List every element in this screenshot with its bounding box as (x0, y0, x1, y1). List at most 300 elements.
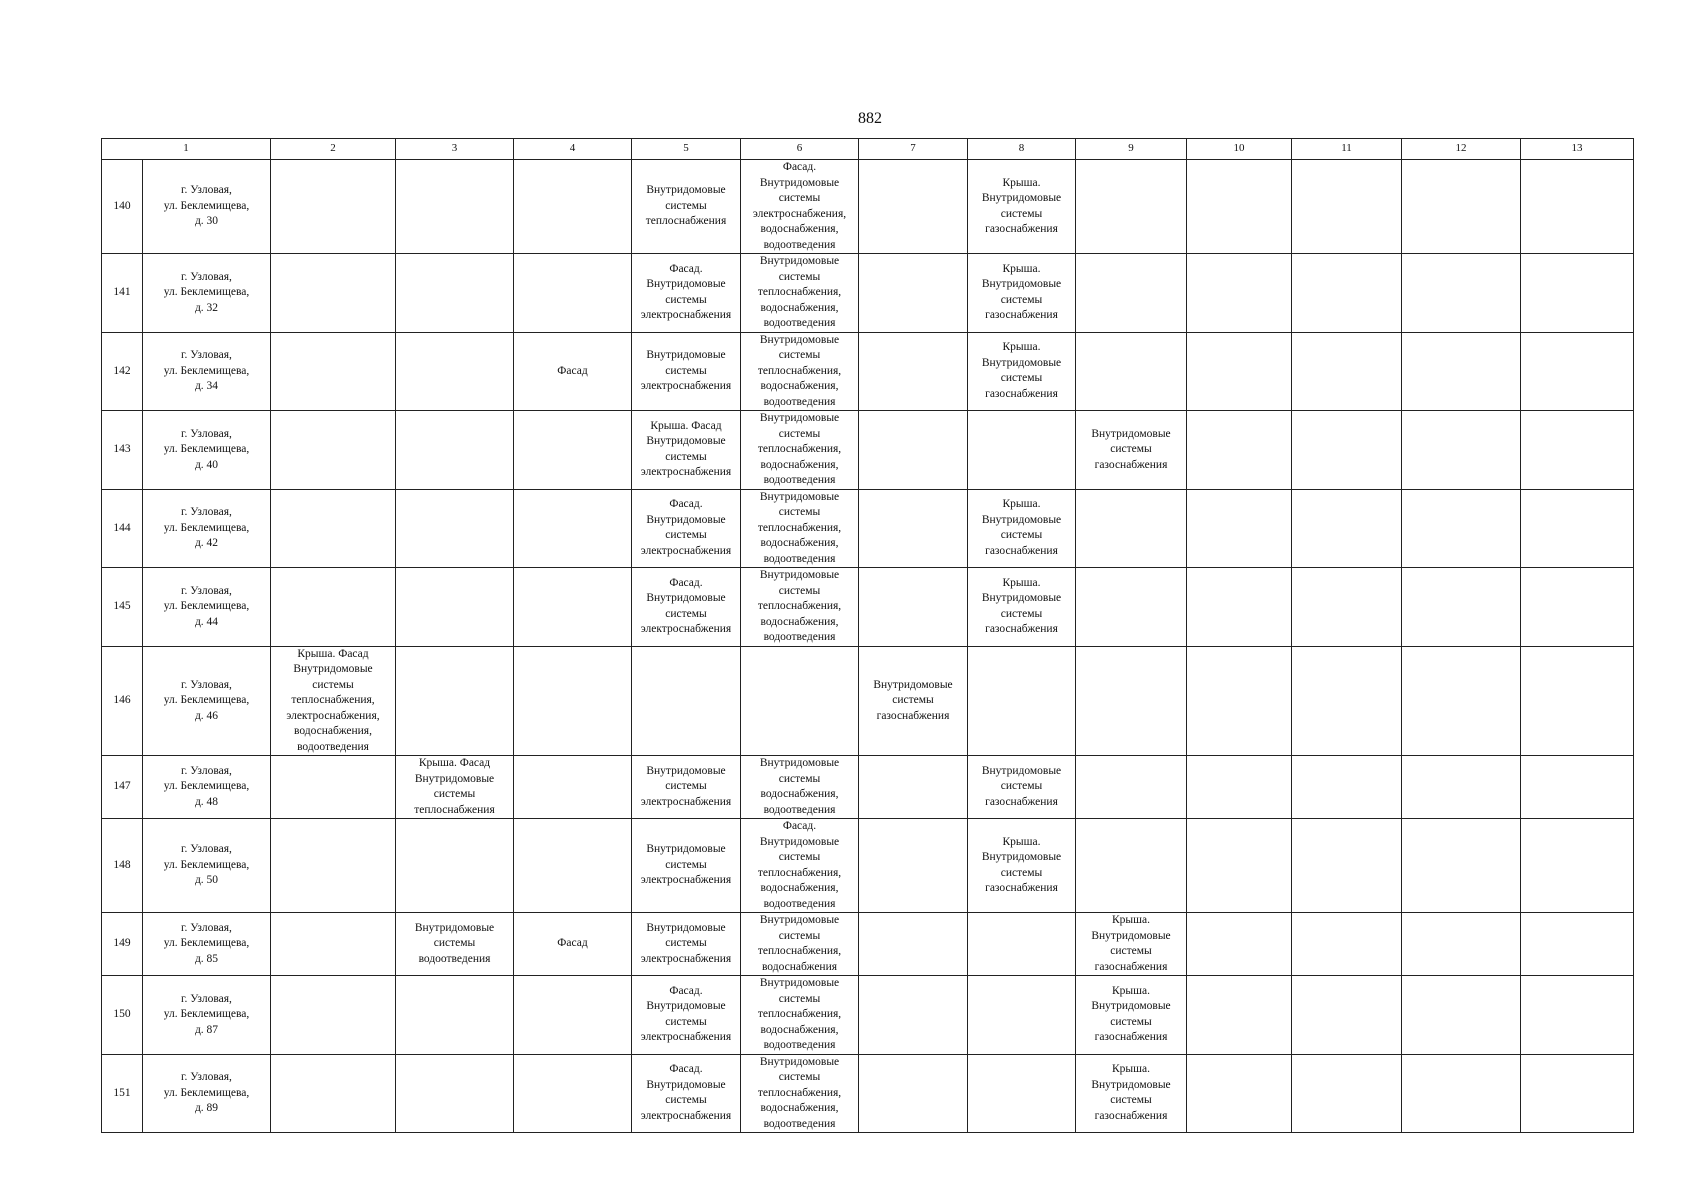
cell-line: Крыша. (1002, 498, 1041, 511)
col-2-cell (271, 646, 396, 756)
cell-line: системы (892, 694, 934, 706)
cell-line: водоснабжения (761, 960, 838, 973)
col-12-cell (1402, 913, 1521, 976)
col-8-cell (968, 568, 1076, 647)
col-11-cell (1292, 976, 1402, 1055)
cell-line: Крыша. (1002, 176, 1041, 189)
cell-line: водоснабжения, (760, 380, 839, 392)
cell-line: Внутридомовые (873, 678, 953, 691)
cell-line: Крыша. (1002, 341, 1041, 354)
cell-line: г. Узловая, (181, 921, 232, 934)
row-number: 144 (102, 489, 143, 568)
col-12-cell (1402, 646, 1521, 756)
col-9-cell (1076, 819, 1187, 913)
cell-line: ул. Беклемищева, (163, 1008, 250, 1020)
cell-line: системы (778, 929, 821, 942)
col-5-cell (632, 568, 741, 647)
cell-line: Крыша. Фасад (650, 419, 722, 432)
cell-line: газоснабжения (985, 387, 1058, 400)
cell-line: Внутридомовые (759, 176, 840, 189)
cell-line: Внутридомовые (981, 764, 1062, 777)
cell-line: Внутридомовые (414, 921, 495, 934)
col-10-cell (1187, 913, 1292, 976)
col-12-cell (1402, 568, 1521, 647)
address-cell (143, 411, 271, 490)
col-9-cell (1076, 411, 1187, 490)
cell-line: теплоснабжения, (757, 1086, 842, 1099)
cell-line: г. Узловая, (181, 678, 232, 691)
cell-line: системы (778, 349, 821, 361)
cell-line: газоснабжения (985, 882, 1058, 894)
col-10-cell (1187, 254, 1292, 333)
col-7-cell (859, 254, 968, 333)
cell-line: Внутридомовые (981, 192, 1062, 204)
col-6-cell (741, 411, 859, 490)
cell-line: водоснабжения, (760, 615, 839, 628)
table-row (102, 489, 1634, 568)
cell-line: водоотведения (763, 552, 836, 565)
table-row (102, 756, 1634, 819)
col-5-cell (632, 976, 741, 1055)
col-13-cell (1521, 332, 1634, 411)
cell-line: системы (1000, 780, 1043, 793)
cell-line: водоотведения (763, 803, 836, 816)
cell-line: системы (312, 678, 354, 691)
col-5-cell (632, 819, 741, 913)
cell-line: ул. Беклемищева, (163, 364, 250, 377)
cell-line: д. 48 (194, 795, 219, 808)
row-number: 146 (102, 646, 143, 756)
cell-line: системы (665, 364, 707, 377)
cell-line: д. 34 (194, 380, 219, 392)
col-3-cell (396, 411, 514, 490)
cell-line: системы (665, 199, 707, 212)
table-row (102, 160, 1634, 254)
cell-line: ул. Беклемищева, (163, 443, 250, 455)
cell-line: системы (665, 607, 707, 620)
col-7-cell (859, 913, 968, 976)
table-row (102, 913, 1634, 976)
cell-line: водоотведения (763, 897, 836, 910)
cell-line: теплоснабжения, (291, 694, 375, 706)
col-9-cell (1076, 646, 1187, 756)
col-3-cell (396, 913, 514, 976)
col-2-cell (271, 489, 396, 568)
cell-line: г. Узловая, (181, 764, 232, 777)
col-10-cell (1187, 976, 1292, 1055)
cell-line: системы (1000, 372, 1043, 385)
cell-line: г. Узловая, (181, 506, 232, 518)
cell-line: Крыша. (1112, 914, 1150, 926)
cell-line: Внутридомовые (759, 914, 840, 926)
col-2-cell (271, 756, 396, 819)
row-number: 150 (102, 976, 143, 1055)
cell-line: Внутридомовые (759, 1055, 840, 1068)
cell-line: г. Узловая, (181, 184, 232, 197)
cell-line: Внутридомовые (981, 356, 1062, 369)
cell-line: г. Узловая, (181, 584, 232, 597)
header-row (102, 139, 1634, 160)
cell-line: водоотведения (763, 317, 836, 329)
col-10-cell (1187, 1054, 1292, 1133)
address-cell (143, 568, 271, 647)
cell-line: теплоснабжения (414, 803, 495, 816)
cell-line: системы (665, 937, 707, 950)
cell-line: Внутридомовые (981, 592, 1062, 605)
cell-line: электроснабжения (640, 466, 732, 479)
row-number: 142 (102, 332, 143, 411)
col-6-cell (741, 819, 859, 913)
cell-line: электроснабжения (640, 380, 732, 392)
col-10-cell (1187, 646, 1292, 756)
col-7-cell (859, 411, 968, 490)
cell-line: г. Узловая, (181, 992, 232, 1005)
cell-line: водоотведения (418, 952, 491, 965)
cell-line: водоснабжения, (760, 882, 839, 894)
col-12-cell (1402, 1054, 1521, 1133)
col-13-cell (1521, 1054, 1634, 1133)
cell-line: Внутридомовые (293, 663, 373, 675)
cell-line: системы (778, 506, 821, 518)
col-12-cell (1402, 160, 1521, 254)
cell-line: газоснабжения (985, 544, 1058, 557)
col-10-cell (1187, 160, 1292, 254)
cell-line: системы (778, 851, 821, 863)
col-13-cell (1521, 976, 1634, 1055)
col-4-cell (514, 819, 632, 913)
cell-line: газоснабжения (1094, 458, 1168, 471)
cell-line: Внутридомовые (646, 349, 726, 361)
col-6-cell (741, 568, 859, 647)
column-header-4: 4 (514, 139, 632, 160)
col-7-cell (859, 568, 968, 647)
col-6-cell (741, 913, 859, 976)
col-10-cell (1187, 489, 1292, 568)
cell-line: системы (665, 780, 707, 793)
column-header-3: 3 (396, 139, 514, 160)
cell-line: Внутридомовые (981, 513, 1062, 526)
col-11-cell (1292, 411, 1402, 490)
cell-line: д. 42 (194, 537, 219, 549)
cell-line: водоснабжения, (760, 223, 839, 235)
cell-line: д. 46 (194, 709, 219, 722)
cell-line: электроснабжения, (286, 709, 380, 722)
col-8-cell (968, 819, 1076, 913)
cell-line: ул. Беклемищева, (163, 937, 250, 950)
cell-line: Внутридомовые (759, 255, 840, 267)
address-cell (143, 756, 271, 819)
cell-line: водоотведения (763, 395, 836, 408)
cell-line: ул. Беклемищева, (163, 694, 250, 706)
column-header-6: 6 (741, 139, 859, 160)
cell-line: ул. Беклемищева, (163, 858, 250, 871)
col-6-cell (741, 489, 859, 568)
col-11-cell (1292, 160, 1402, 254)
cell-line: Внутридомовые (414, 772, 495, 785)
cell-line: Крыша. (1002, 576, 1041, 589)
address-cell (143, 332, 271, 411)
cell-line: Фасад (557, 364, 588, 377)
col-5-cell (632, 756, 741, 819)
cell-line: водоотведения (297, 740, 369, 753)
address-cell (143, 976, 271, 1055)
col-5-cell (632, 913, 741, 976)
cell-line: электроснабжения (640, 1109, 732, 1122)
cell-line: д. 85 (194, 952, 219, 965)
column-header-11: 11 (1292, 139, 1402, 160)
table-row (102, 568, 1634, 647)
cell-line: системы (1000, 293, 1043, 306)
cell-line: г. Узловая, (181, 270, 232, 283)
cell-line: газоснабжения (876, 709, 950, 722)
col-2-cell (271, 160, 396, 254)
cell-line: Внутридомовые (646, 592, 726, 605)
cell-line: д. 87 (194, 1023, 219, 1036)
cell-line: Внутридомовые (1091, 1078, 1171, 1091)
table-row (102, 332, 1634, 411)
cell-line: системы (778, 772, 821, 785)
col-12-cell (1402, 411, 1521, 490)
col-2-cell (271, 819, 396, 913)
col-9-cell (1076, 332, 1187, 411)
row-number: 148 (102, 819, 143, 913)
col-13-cell (1521, 913, 1634, 976)
cell-line: д. 30 (194, 215, 219, 228)
cell-line: газоснабжения (1094, 1109, 1168, 1122)
col-11-cell (1292, 332, 1402, 411)
column-header-1: 1 (102, 139, 271, 160)
col-6-cell (741, 976, 859, 1055)
cell-line: электроснабжения, (752, 207, 847, 220)
col-6-cell (741, 254, 859, 333)
cell-line: д. 40 (194, 458, 219, 471)
repair-schedule-table (101, 138, 1634, 1133)
cell-line: ул. Беклемищева, (163, 780, 250, 793)
cell-line: Внутридомовые (646, 764, 726, 777)
col-9-cell (1076, 976, 1187, 1055)
cell-line: электроснабжения (640, 795, 732, 808)
cell-line: системы (665, 1094, 707, 1107)
col-2-cell (271, 976, 396, 1055)
cell-line: системы (1110, 1015, 1152, 1028)
cell-line: Внутридомовые (1091, 427, 1171, 440)
col-2-cell (271, 254, 396, 333)
cell-line: Фасад. (669, 984, 703, 997)
cell-line: Внутридомовые (981, 278, 1062, 291)
cell-line: Фасад. (669, 498, 703, 511)
cell-line: теплоснабжения, (757, 443, 842, 455)
table-body (102, 139, 1634, 1133)
table-row (102, 976, 1634, 1055)
col-5-cell (632, 160, 741, 254)
col-3-cell (396, 819, 514, 913)
cell-line: Внутридомовые (646, 1078, 726, 1091)
cell-line: теплоснабжения, (757, 364, 842, 377)
cell-line: Крыша. (1002, 835, 1041, 848)
col-8-cell (968, 254, 1076, 333)
address-cell (143, 819, 271, 913)
col-8-cell (968, 913, 1076, 976)
col-3-cell (396, 646, 514, 756)
cell-line: газоснабжения (1094, 1031, 1168, 1044)
cell-line: газоснабжения (1094, 960, 1168, 973)
col-4-cell (514, 568, 632, 647)
cell-line: электроснабжения (640, 309, 732, 322)
col-2-cell (271, 1054, 396, 1133)
cell-line: водоотведения (763, 631, 836, 643)
cell-line: д. 50 (194, 874, 219, 887)
col-13-cell (1521, 568, 1634, 647)
col-5-cell (632, 332, 741, 411)
col-4-cell (514, 1054, 632, 1133)
col-6-cell (741, 332, 859, 411)
col-9-cell (1076, 1054, 1187, 1133)
cell-line: Фасад. (669, 262, 703, 275)
cell-line: г. Узловая, (181, 349, 232, 361)
address-cell (143, 913, 271, 976)
cell-line: Внутридомовые (759, 757, 840, 769)
col-2-cell (271, 332, 396, 411)
cell-line: ул. Беклемищева, (163, 521, 250, 534)
cell-line: г. Узловая, (181, 427, 232, 440)
col-9-cell (1076, 756, 1187, 819)
col-10-cell (1187, 568, 1292, 647)
cell-line: ул. Беклемищева, (163, 286, 250, 298)
row-number: 151 (102, 1054, 143, 1133)
cell-line: д. 44 (194, 615, 219, 628)
cell-line: теплоснабжения, (757, 1008, 842, 1020)
col-4-cell (514, 160, 632, 254)
col-4-cell (514, 254, 632, 333)
table-row (102, 254, 1634, 333)
cell-line: системы (1000, 866, 1043, 879)
cell-line: Внутридомовые (759, 977, 840, 989)
col-8-cell (968, 411, 1076, 490)
cell-line: Внутридомовые (759, 333, 840, 346)
cell-line: д. 89 (194, 1102, 219, 1114)
cell-line: системы (665, 858, 707, 871)
col-2-cell (271, 568, 396, 647)
col-9-cell (1076, 568, 1187, 647)
table-row (102, 646, 1634, 756)
col-2-cell (271, 913, 396, 976)
cell-line: г. Узловая, (181, 843, 232, 856)
cell-line: системы (433, 937, 476, 950)
col-13-cell (1521, 819, 1634, 913)
col-13-cell (1521, 254, 1634, 333)
cell-line: газоснабжения (985, 309, 1058, 322)
col-9-cell (1076, 489, 1187, 568)
cell-line: водоотведения (763, 238, 836, 251)
col-8-cell (968, 976, 1076, 1055)
cell-line: Крыша. (1002, 262, 1041, 275)
cell-line: Крыша. Фасад (297, 647, 369, 660)
cell-line: водоотведения (763, 1039, 836, 1051)
col-11-cell (1292, 1054, 1402, 1133)
cell-line: системы (665, 1015, 707, 1028)
col-13-cell (1521, 489, 1634, 568)
cell-line: теплоснабжения, (757, 945, 842, 957)
cell-line: системы (1000, 607, 1043, 620)
cell-line: газоснабжения (985, 623, 1058, 636)
column-header-7: 7 (859, 139, 968, 160)
cell-line: системы (778, 192, 821, 204)
cell-line: Внутридомовые (646, 184, 726, 197)
cell-line: Внутридомовые (759, 835, 840, 848)
cell-line: Фасад. (782, 820, 817, 832)
row-number: 145 (102, 568, 143, 647)
col-13-cell (1521, 756, 1634, 819)
table-row (102, 819, 1634, 913)
cell-line: электроснабжения (640, 623, 732, 636)
column-header-10: 10 (1187, 139, 1292, 160)
column-header-12: 12 (1402, 139, 1521, 160)
col-11-cell (1292, 819, 1402, 913)
page-number: 882 (858, 110, 882, 127)
col-3-cell (396, 568, 514, 647)
column-header-5: 5 (632, 139, 741, 160)
col-9-cell (1076, 913, 1187, 976)
cell-line: водоснабжения, (760, 788, 839, 800)
address-cell (143, 160, 271, 254)
col-10-cell (1187, 756, 1292, 819)
cell-line: Внутридомовые (981, 851, 1062, 863)
col-6-cell (741, 756, 859, 819)
col-11-cell (1292, 254, 1402, 333)
cell-line: Фасад. (782, 161, 817, 173)
col-4-cell (514, 976, 632, 1055)
cell-line: системы (778, 1071, 821, 1083)
cell-line: электроснабжения (640, 544, 732, 557)
col-3-cell (396, 332, 514, 411)
col-4-cell (514, 411, 632, 490)
cell-line: системы (665, 450, 707, 463)
address-cell (143, 489, 271, 568)
col-7-cell (859, 160, 968, 254)
col-6-cell (741, 1054, 859, 1133)
row-number: 140 (102, 160, 143, 254)
cell-line: системы (1000, 207, 1043, 220)
cell-line: водоснабжения, (760, 458, 839, 471)
col-11-cell (1292, 568, 1402, 647)
cell-line: электроснабжения (640, 874, 732, 887)
column-header-13: 13 (1521, 139, 1634, 160)
col-4-cell (514, 332, 632, 411)
address-cell (143, 646, 271, 756)
cell-line: теплоснабжения, (757, 866, 842, 879)
col-8-cell (968, 160, 1076, 254)
cell-line: Внутридомовые (646, 843, 726, 856)
col-2-cell (271, 411, 396, 490)
col-5-cell (632, 489, 741, 568)
col-7-cell (859, 819, 968, 913)
row-number: 147 (102, 756, 143, 819)
cell-line: водоснабжения, (294, 725, 372, 737)
col-11-cell (1292, 913, 1402, 976)
col-12-cell (1402, 489, 1521, 568)
col-9-cell (1076, 160, 1187, 254)
cell-line: системы (778, 270, 821, 283)
col-10-cell (1187, 332, 1292, 411)
cell-line: водоснабжения, (760, 1102, 839, 1114)
cell-line: водоснабжения, (760, 1023, 839, 1036)
col-4-cell (514, 646, 632, 756)
col-7-cell (859, 756, 968, 819)
col-5-cell (632, 254, 741, 333)
cell-line: Внутридомовые (1091, 929, 1171, 942)
cell-line: системы (433, 788, 476, 800)
cell-line: Внутридомовые (646, 1000, 726, 1013)
